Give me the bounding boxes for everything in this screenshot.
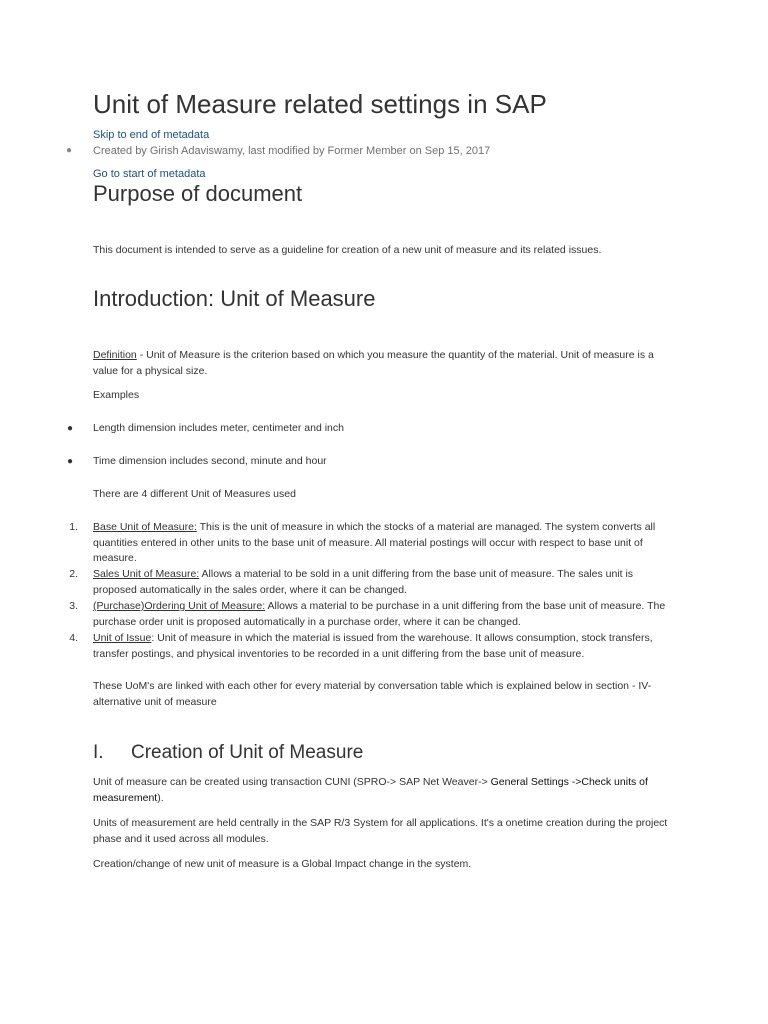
list-number: 3. [69,600,78,612]
go-to-start-link[interactable]: Go to start of metadata [93,168,206,180]
meta-bullet-icon: ● [66,145,73,156]
uom-description: : Unit of measure in which the material is issued from the warehouse. It allows consumption, stock transfers, transfer postings, and physical inventories to be recorded in a unit differing from the base unit of measure. [93,632,653,660]
list-item [93,567,678,598]
creation-text: Unit of measure can be created using transaction CUNI (SPRO-> SAP Net Weaver-> [93,776,491,788]
example-bullet-icon: ● [67,456,74,467]
transaction-path: General Settings ->Check units of measurement [93,776,648,804]
skip-to-end-link[interactable]: Skip to end of metadata [93,129,210,141]
page-title: Unit of Measure related settings in SAP [93,89,547,119]
list-item [93,599,678,630]
uom-description: This is the unit of measure in which the stocks of a material are managed. The system converts all quantities entered in other units to the base unit of measure. All material postings will occur with respect to base unit of measure. [93,521,656,565]
global-impact-text: Creation/change of new unit of measure is a Global Impact change in the system. [93,858,472,870]
example-item: Length dimension includes meter, centimeter and inch [93,422,344,434]
list-item [93,520,678,567]
uom-linked-text: These UoM's are linked with each other for every material by conversation table which is explained below in section - IV-alternative unit of measure [93,680,652,708]
examples-label: Examples [93,389,140,401]
uom-count-text: There are 4 different Unit of Measures used [93,488,296,500]
uom-term: Base Unit of Measure: [93,521,197,533]
definition-term: Definition [93,349,137,361]
uom-term: Unit of Issue [93,632,152,644]
creation-heading: Creation of Unit of Measure [131,742,364,763]
example-bullet-icon: ● [67,423,74,434]
purpose-text: This document is intended to serve as a guideline for creation of a new unit of measure and its related issues. [93,244,602,256]
uom-term: Sales Unit of Measure: [93,568,200,580]
purpose-heading: Purpose of document [93,181,303,206]
list-item [93,631,678,662]
page-metadata: Created by Girish Adaviswamy, last modified by Former Member on Sep 15, 2017 [93,145,491,157]
introduction-heading: Introduction: Unit of Measure [93,286,376,311]
creation-text-end: ). [157,791,164,804]
central-units-text: Units of measurement are held centrally in the SAP R/3 System for all applications. It's a onetime creation during the project phase and it used across all modules. [93,817,668,845]
definition-paragraph [93,348,678,379]
definition-text: - Unit of Measure is the criterion based on which you measure the quantity of the material. Unit of measure is a value for a physical size. [93,349,654,377]
example-item: Time dimension includes second, minute and hour [93,455,327,467]
list-number: 2. [69,568,78,580]
list-number: 1. [69,521,78,533]
section-numeral: I. [93,742,104,763]
uom-term: (Purchase)Ordering Unit of Measure: [93,600,266,612]
list-number: 4. [69,632,78,644]
uom-description: Allows a material to be purchase in a unit differing from the base unit of measure. The purchase order unit is proposed automatically in a purchase order, where it can be changed. [93,600,666,628]
uom-description: Allows a material to be sold in a unit differing from the base unit of measure. The sales unit is proposed automatically in the sales order, where it can be changed. [93,568,634,596]
creation-paragraph [93,775,683,806]
